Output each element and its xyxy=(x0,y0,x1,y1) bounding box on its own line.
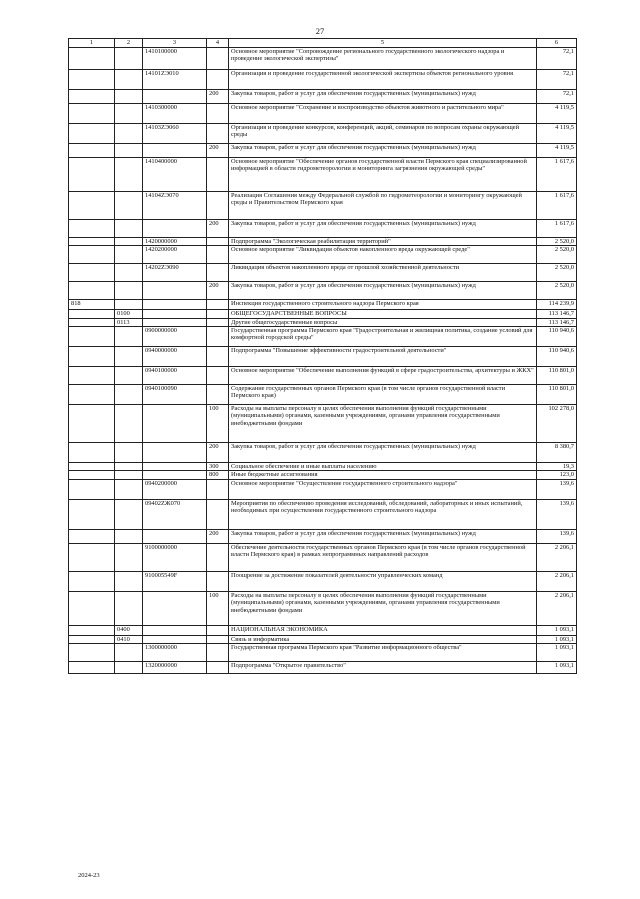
description-cell: Инспекция государственного строительного надзора Пермского края xyxy=(229,300,537,310)
description-cell: Мероприятия по обеспечению проведения исследований, обследований, лабораторных и иных испытаний, необходимых при осуществлении государственного строительного надзора xyxy=(229,499,537,529)
target-article-cell xyxy=(143,144,207,158)
row-number-cell xyxy=(69,367,115,385)
row-number-cell xyxy=(69,479,115,499)
expense-type-cell xyxy=(207,124,229,144)
target-article-cell xyxy=(143,635,207,643)
expense-type-cell xyxy=(207,571,229,591)
amount-cell: 1 093,1 xyxy=(537,635,577,643)
amount-cell: 1 093,1 xyxy=(537,625,577,635)
description-cell: Государственная программа Пермского края "Развитие информационного общества" xyxy=(229,644,537,662)
column-header: 1 xyxy=(69,39,115,48)
target-article-cell: 1420000000 xyxy=(143,238,207,246)
expense-type-cell xyxy=(207,327,229,347)
row-number-cell xyxy=(69,662,115,674)
row-number-cell xyxy=(69,318,115,326)
page-number: 27 xyxy=(315,26,325,36)
row-number-cell xyxy=(69,310,115,318)
description-cell: ОБЩЕГОСУДАРСТВЕННЫЕ ВОПРОСЫ xyxy=(229,310,537,318)
table-row xyxy=(69,635,577,643)
target-article-cell: 910005549F xyxy=(143,571,207,591)
description-cell: Основное мероприятие "Сохранение и воспроизводство объектов животного и растительного мира" xyxy=(229,104,537,124)
expense-type-cell xyxy=(207,70,229,90)
description-cell: Закупка товаров, работ и услуг для обеспечения государственных (муниципальных) нужд xyxy=(229,220,537,238)
expense-type-cell xyxy=(207,385,229,405)
amount-cell: 1 617,6 xyxy=(537,158,577,192)
target-article-cell: 0940200000 xyxy=(143,479,207,499)
target-article-cell: 14202ZЭ090 xyxy=(143,264,207,282)
row-number-cell xyxy=(69,192,115,220)
amount-cell: 110 801,0 xyxy=(537,385,577,405)
amount-cell: 1 093,1 xyxy=(537,644,577,662)
expense-type-cell xyxy=(207,635,229,643)
target-article-cell xyxy=(143,282,207,300)
amount-cell: 1 617,6 xyxy=(537,220,577,238)
description-cell: Обеспечение деятельности государственных органов Пермского края (в том числе органов государственной власти Пермского края) в рамках непрограммных направлений расходов xyxy=(229,543,537,571)
description-cell: Закупка товаров, работ и услуг для обеспечения государственных (муниципальных) нужд xyxy=(229,443,537,463)
table-row xyxy=(69,48,577,70)
target-article-cell xyxy=(143,591,207,625)
table-row xyxy=(69,367,577,385)
target-article-cell: 0900000000 xyxy=(143,327,207,347)
row-number-cell xyxy=(69,48,115,70)
expense-type-cell xyxy=(207,300,229,310)
target-article-cell: 0940100000 xyxy=(143,367,207,385)
section-code-cell xyxy=(115,220,143,238)
section-code-cell xyxy=(115,529,143,543)
table-row xyxy=(69,192,577,220)
amount-cell: 4 119,5 xyxy=(537,144,577,158)
table-row xyxy=(69,644,577,662)
target-article-cell xyxy=(143,625,207,635)
target-article-cell xyxy=(143,300,207,310)
target-article-cell xyxy=(143,90,207,104)
section-code-cell xyxy=(115,48,143,70)
description-cell: Основное мероприятие "Обеспечение выполнения функций в сфере градостроительства, архитектуры и ЖКХ" xyxy=(229,367,537,385)
target-article-cell: 14103ZЭ060 xyxy=(143,124,207,144)
amount-cell: 2 206,1 xyxy=(537,543,577,571)
table-row xyxy=(69,529,577,543)
description-cell: Основное мероприятие "Осуществление государственного строительного надзора" xyxy=(229,479,537,499)
expense-type-cell: 100 xyxy=(207,405,229,443)
column-header: 3 xyxy=(143,39,207,48)
section-code-cell xyxy=(115,347,143,367)
table-row xyxy=(69,571,577,591)
amount-cell: 110 940,6 xyxy=(537,327,577,347)
amount-cell: 114 239,9 xyxy=(537,300,577,310)
row-number-cell xyxy=(69,238,115,246)
row-number-cell xyxy=(69,246,115,264)
expense-type-cell xyxy=(207,192,229,220)
section-code-cell xyxy=(115,124,143,144)
expense-type-cell xyxy=(207,625,229,635)
amount-cell: 139,6 xyxy=(537,479,577,499)
amount-cell: 110 940,6 xyxy=(537,347,577,367)
table-row xyxy=(69,543,577,571)
description-cell: Содержание государственных органов Пермского края (в том числе органов государственной власти Пермского края) xyxy=(229,385,537,405)
row-number-cell xyxy=(69,90,115,104)
table-row xyxy=(69,246,577,264)
amount-cell: 113 146,7 xyxy=(537,318,577,326)
table-row xyxy=(69,443,577,463)
description-cell: Основное мероприятие "Сопровождение регионального государственного экологического надзора и проведение экологической экспертизы" xyxy=(229,48,537,70)
row-number-cell xyxy=(69,529,115,543)
amount-cell: 72,1 xyxy=(537,70,577,90)
table-row xyxy=(69,124,577,144)
section-code-cell xyxy=(115,463,143,471)
table-row xyxy=(69,310,577,318)
amount-cell: 4 119,5 xyxy=(537,124,577,144)
amount-cell: 2 206,1 xyxy=(537,571,577,591)
section-code-cell xyxy=(115,644,143,662)
section-code-cell xyxy=(115,90,143,104)
expense-type-cell xyxy=(207,158,229,192)
expense-type-cell xyxy=(207,264,229,282)
amount-cell: 19,3 xyxy=(537,463,577,471)
table-row xyxy=(69,144,577,158)
row-number-cell xyxy=(69,104,115,124)
section-code-cell xyxy=(115,405,143,443)
section-code-cell xyxy=(115,70,143,90)
description-cell: Основное мероприятие "Ликвидация объектов накопленного вреда окружающей среде" xyxy=(229,246,537,264)
description-cell: Государственная программа Пермского края "Градостроительная и жилищная политика, создание условий для комфортной городской среды" xyxy=(229,327,537,347)
target-article-cell: 0940100090 xyxy=(143,385,207,405)
table-row xyxy=(69,90,577,104)
description-cell: Связь и информатика xyxy=(229,635,537,643)
table-row xyxy=(69,499,577,529)
section-code-cell xyxy=(115,385,143,405)
amount-cell: 8 380,7 xyxy=(537,443,577,463)
table-row xyxy=(69,591,577,625)
amount-cell: 2 520,0 xyxy=(537,282,577,300)
expense-type-cell: 200 xyxy=(207,90,229,104)
section-code-cell: 0400 xyxy=(115,625,143,635)
description-cell: НАЦИОНАЛЬНАЯ ЭКОНОМИКА xyxy=(229,625,537,635)
section-code-cell xyxy=(115,104,143,124)
description-cell: Подпрограмма "Экологическая реабилитация территорий" xyxy=(229,238,537,246)
amount-cell: 123,0 xyxy=(537,471,577,479)
target-article-cell: 09402ZЖ070 xyxy=(143,499,207,529)
description-cell: Расходы на выплаты персоналу в целях обеспечения выполнения функций государственными (муниципальными) органами, казенными учреждениями, органами управления государственными внебюджетными фондами xyxy=(229,405,537,443)
target-article-cell: 1410100000 xyxy=(143,48,207,70)
expense-type-cell: 200 xyxy=(207,220,229,238)
description-cell: Организация и проведение конкурсов, конференций, акций, семинаров по вопросам охраны окружающей среды xyxy=(229,124,537,144)
amount-cell: 2 520,0 xyxy=(537,238,577,246)
row-number-cell xyxy=(69,591,115,625)
target-article-cell xyxy=(143,443,207,463)
amount-cell: 2 206,1 xyxy=(537,591,577,625)
row-number-cell xyxy=(69,463,115,471)
row-number-cell xyxy=(69,625,115,635)
table-row xyxy=(69,300,577,310)
amount-cell: 139,6 xyxy=(537,529,577,543)
section-code-cell xyxy=(115,246,143,264)
section-code-cell xyxy=(115,144,143,158)
row-number-cell xyxy=(69,264,115,282)
expense-type-cell: 300 xyxy=(207,463,229,471)
table-row xyxy=(69,104,577,124)
section-code-cell xyxy=(115,158,143,192)
expense-type-cell xyxy=(207,367,229,385)
section-code-cell xyxy=(115,499,143,529)
target-article-cell: 1320000000 xyxy=(143,662,207,674)
section-code-cell xyxy=(115,300,143,310)
description-cell: Закупка товаров, работ и услуг для обеспечения государственных (муниципальных) нужд xyxy=(229,282,537,300)
amount-cell: 2 520,0 xyxy=(537,246,577,264)
section-code-cell xyxy=(115,367,143,385)
section-code-cell xyxy=(115,264,143,282)
expense-type-cell xyxy=(207,644,229,662)
row-number-cell xyxy=(69,543,115,571)
section-code-cell xyxy=(115,571,143,591)
target-article-cell: 1420200000 xyxy=(143,246,207,264)
row-number-cell xyxy=(69,158,115,192)
section-code-cell xyxy=(115,479,143,499)
description-cell: Другие общегосударственные вопросы xyxy=(229,318,537,326)
table-row xyxy=(69,264,577,282)
row-number-cell xyxy=(69,327,115,347)
target-article-cell: 14101ZЭ010 xyxy=(143,70,207,90)
expense-type-cell xyxy=(207,347,229,367)
description-cell: Закупка товаров, работ и услуг для обеспечения государственных (муниципальных) нужд xyxy=(229,90,537,104)
section-code-cell xyxy=(115,327,143,347)
row-number-cell xyxy=(69,443,115,463)
description-cell: Расходы на выплаты персоналу в целях обеспечения выполнения функций государственными (муниципальными) органами, казенными учреждениями, органами управления государственными внебюджетными фондами xyxy=(229,591,537,625)
section-code-cell: 0100 xyxy=(115,310,143,318)
expense-type-cell xyxy=(207,318,229,326)
description-cell: Ликвидация объектов накопленного вреда от прошлой хозяйственной деятельности xyxy=(229,264,537,282)
table-row xyxy=(69,662,577,674)
target-article-cell: 0940000000 xyxy=(143,347,207,367)
expense-type-cell xyxy=(207,246,229,264)
description-cell: Основное мероприятие "Обеспечение органов государственной власти Пермского края специализированной информацией в области гидрометеорологии и мониторинга загрязнения окружающей среды" xyxy=(229,158,537,192)
row-number-cell xyxy=(69,405,115,443)
expense-type-cell: 100 xyxy=(207,591,229,625)
target-article-cell xyxy=(143,220,207,238)
expense-type-cell xyxy=(207,238,229,246)
section-code-cell: 0113 xyxy=(115,318,143,326)
row-number-cell xyxy=(69,70,115,90)
table-row xyxy=(69,220,577,238)
target-article-cell: 1300000000 xyxy=(143,644,207,662)
section-code-cell xyxy=(115,471,143,479)
amount-cell: 72,1 xyxy=(537,90,577,104)
section-code-cell xyxy=(115,443,143,463)
budget-table xyxy=(68,38,577,674)
expense-type-cell xyxy=(207,543,229,571)
column-header: 5 xyxy=(229,39,537,48)
target-article-cell xyxy=(143,471,207,479)
section-code-cell xyxy=(115,662,143,674)
table-row xyxy=(69,282,577,300)
row-number-cell xyxy=(69,124,115,144)
row-number-cell xyxy=(69,571,115,591)
table-row xyxy=(69,463,577,471)
table-row xyxy=(69,158,577,192)
amount-cell: 1 617,6 xyxy=(537,192,577,220)
expense-type-cell xyxy=(207,48,229,70)
amount-cell: 139,6 xyxy=(537,499,577,529)
expense-type-cell: 200 xyxy=(207,144,229,158)
expense-type-cell: 200 xyxy=(207,529,229,543)
target-article-cell: 9100000000 xyxy=(143,543,207,571)
table-row xyxy=(69,347,577,367)
description-cell: Иные бюджетные ассигнования xyxy=(229,471,537,479)
target-article-cell: 14104ZЭ070 xyxy=(143,192,207,220)
row-number-cell xyxy=(69,499,115,529)
target-article-cell xyxy=(143,310,207,318)
description-cell: Закупка товаров, работ и услуг для обеспечения государственных (муниципальных) нужд xyxy=(229,144,537,158)
table-row xyxy=(69,405,577,443)
description-cell: Поощрение за достижение показателей деятельности управленческих команд xyxy=(229,571,537,591)
target-article-cell xyxy=(143,405,207,443)
table-row xyxy=(69,471,577,479)
table-row xyxy=(69,479,577,499)
table-row xyxy=(69,625,577,635)
row-number-cell xyxy=(69,385,115,405)
column-header: 6 xyxy=(537,39,577,48)
amount-cell: 2 520,0 xyxy=(537,264,577,282)
target-article-cell: 1410400000 xyxy=(143,158,207,192)
row-number-cell xyxy=(69,220,115,238)
description-cell: Социальное обеспечение и иные выплаты населению xyxy=(229,463,537,471)
section-code-cell xyxy=(115,543,143,571)
table-row xyxy=(69,385,577,405)
target-article-cell xyxy=(143,529,207,543)
expense-type-cell xyxy=(207,479,229,499)
row-number-cell: 818 xyxy=(69,300,115,310)
column-header: 4 xyxy=(207,39,229,48)
expense-type-cell xyxy=(207,104,229,124)
amount-cell: 1 093,1 xyxy=(537,662,577,674)
section-code-cell xyxy=(115,238,143,246)
row-number-cell xyxy=(69,144,115,158)
table-body xyxy=(69,48,577,674)
header-row xyxy=(69,39,577,48)
row-number-cell xyxy=(69,635,115,643)
target-article-cell xyxy=(143,318,207,326)
expense-type-cell xyxy=(207,310,229,318)
description-cell: Закупка товаров, работ и услуг для обеспечения государственных (муниципальных) нужд xyxy=(229,529,537,543)
row-number-cell xyxy=(69,347,115,367)
description-cell: Подпрограмма "Открытое правительство" xyxy=(229,662,537,674)
expense-type-cell xyxy=(207,499,229,529)
amount-cell: 110 801,0 xyxy=(537,367,577,385)
section-code-cell xyxy=(115,591,143,625)
column-header: 2 xyxy=(115,39,143,48)
amount-cell: 113 146,7 xyxy=(537,310,577,318)
row-number-cell xyxy=(69,644,115,662)
amount-cell: 102 278,0 xyxy=(537,405,577,443)
expense-type-cell: 200 xyxy=(207,282,229,300)
target-article-cell xyxy=(143,463,207,471)
expense-type-cell: 200 xyxy=(207,443,229,463)
amount-cell: 4 119,5 xyxy=(537,104,577,124)
description-cell: Организация и проведение государственной экологической экспертизы объектов регионального уровня xyxy=(229,70,537,90)
table-row xyxy=(69,238,577,246)
expense-type-cell xyxy=(207,662,229,674)
section-code-cell xyxy=(115,282,143,300)
table-row xyxy=(69,327,577,347)
target-article-cell: 1410300000 xyxy=(143,104,207,124)
expense-type-cell: 800 xyxy=(207,471,229,479)
footer-code: 2024-23 xyxy=(78,872,100,879)
table-row xyxy=(69,70,577,90)
description-cell: Подпрограмма "Повышение эффективности градостроительной деятельности" xyxy=(229,347,537,367)
row-number-cell xyxy=(69,471,115,479)
table-row xyxy=(69,318,577,326)
section-code-cell: 0410 xyxy=(115,635,143,643)
description-cell: Реализация Соглашения между Федеральной службой по гидрометеорологии и мониторингу окружающей среды и Правительством Пермского края xyxy=(229,192,537,220)
amount-cell: 72,1 xyxy=(537,48,577,70)
section-code-cell xyxy=(115,192,143,220)
row-number-cell xyxy=(69,282,115,300)
